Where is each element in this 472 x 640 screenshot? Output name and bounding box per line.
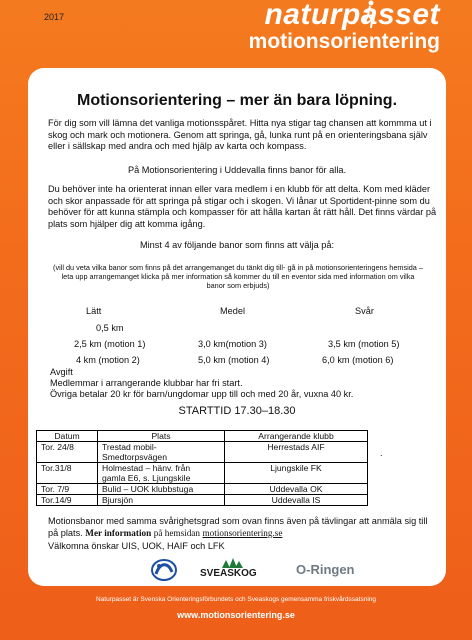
participation-paragraph: Du behöver inte ha orienterat innan eller vara medlem i en klubb för att delta. Kom med kläder och skor anpassade för att springa på stigar och i skogen. Vi lånar ut Sportident-pinne som du behöver för att kunna stämpla och kompasser för att hålla kartan åt rätt håll. Det finns värdar på plats som hjälper dig att komma igång. xyxy=(48,184,437,229)
cell-place: Trestad mobil- Smedtorpsvägen xyxy=(98,442,225,463)
cell-date: Tor. 7/9 xyxy=(37,484,98,495)
course-easy: 4 km (motion 2) xyxy=(76,355,140,365)
brand-logo xyxy=(249,0,440,52)
table-row xyxy=(37,463,368,484)
table-row xyxy=(37,495,368,506)
cell-date: Tor. 24/8 xyxy=(37,442,98,463)
brand-line1: naturpasset xyxy=(264,0,440,31)
cell-place: Bjursjön xyxy=(98,495,225,506)
table-row xyxy=(37,484,368,495)
sponsor-logos xyxy=(28,558,446,582)
fee-members: Medlemmar i arrangerande klubbar har fri start. xyxy=(50,378,243,388)
welcome-line: Välkomna önskar UIS, UOK, HAIF och LFK xyxy=(48,541,225,551)
fee-others: Övriga betalar 20 kr för barn/ungdomar upp till och med 20 år, vuxna 40 kr. xyxy=(50,389,354,399)
footer-url[interactable]: www.motionsorientering.se xyxy=(177,610,295,620)
more-info-link[interactable]: motionsorientering.se xyxy=(202,527,283,538)
level-easy-heading: Lätt xyxy=(86,306,102,316)
more-info-label: Mer information xyxy=(85,527,152,538)
schedule-table xyxy=(36,430,368,506)
sveaskog-text: SVEASKOG xyxy=(200,568,257,579)
sveaskog-logo xyxy=(200,558,262,582)
cell-club: Uddevalla IS xyxy=(225,495,368,506)
cell-place: Bulid – UOK klubbstuga xyxy=(98,484,225,495)
course-hard: 3,5 km (motion 5) xyxy=(328,339,400,349)
cell-club: Ljungskile FK xyxy=(225,463,368,484)
course-medium: 5,0 km (motion 4) xyxy=(198,355,270,365)
cell-club: Herrestads AIF xyxy=(225,442,368,463)
level-medium-heading: Medel xyxy=(220,306,246,316)
table-row xyxy=(37,442,368,463)
closing-line: Motionsbanor med samma svårighetsgrad som ovan finns även på tävlingar att anmäla sig till på plats. xyxy=(48,516,428,538)
more-info-text: på hemsidan xyxy=(153,527,200,538)
course-easy: 0,5 km xyxy=(96,323,124,333)
column-header: Arrangerande klubb xyxy=(225,431,368,442)
footer-text: Naturpasset är Svenska Orienteringsförbundets och Sveaskogs gemensamma friskvårdssatsning xyxy=(96,596,376,603)
year: 2017 xyxy=(44,12,65,22)
courses-intro: Minst 4 av följande banor som finns att välja på: xyxy=(139,240,335,250)
level-hard-heading: Svår xyxy=(355,306,374,316)
table-dot: . xyxy=(380,448,383,458)
page-title: Motionsorientering – mer än bara löpning. xyxy=(76,92,398,109)
table-header-row xyxy=(37,431,368,442)
start-time: STARTTID 17.30–18.30 xyxy=(178,405,296,417)
course-hard: 6,0 km (motion 6) xyxy=(322,355,394,365)
cell-date: Tor.14/9 xyxy=(37,495,98,506)
courses-note: (vill du veta vilka banor som finns på det arrangemanget du tänkt dig till- gå in på motionsorienteringens hemsida –leta upp arrangemanget klicka på mer information så kommer du till en eventor sida med information om vilka banor som erbjuds) xyxy=(53,263,423,291)
brand-line2: motionsorientering xyxy=(248,30,440,53)
tree-icon xyxy=(218,558,244,568)
closing-paragraph xyxy=(48,516,440,539)
column-header: Plats xyxy=(98,431,225,442)
cell-place: Holmestad – hänv. från gamla E6, s. Ljungskile xyxy=(98,463,225,484)
column-header: Datum xyxy=(37,431,98,442)
course-medium: 3,0 km(motion 3) xyxy=(198,339,267,349)
course-easy: 2,5 km (motion 1) xyxy=(74,339,146,349)
uddevalla-line: På Motionsorientering i Uddevalla finns banor för alla. xyxy=(127,165,347,175)
oringen-logo: O-Ringen xyxy=(296,562,355,577)
fee-heading: Avgift xyxy=(50,367,73,377)
orienteering-federation-logo-icon xyxy=(150,558,178,582)
content-card xyxy=(28,68,446,586)
intro-paragraph: För dig som vill lämna det vanliga motionsspåret. Hitta nya stigar tag chansen att kommma ut i skog och mark och motionera. Genom att springa, gå, lunka runt på en orienteringsbana själv eller i sällskap med andra och med hjälp av karta och kompass. xyxy=(48,118,432,152)
cell-club: Uddevalla OK xyxy=(225,484,368,495)
cell-date: Tor.31/8 xyxy=(37,463,98,484)
